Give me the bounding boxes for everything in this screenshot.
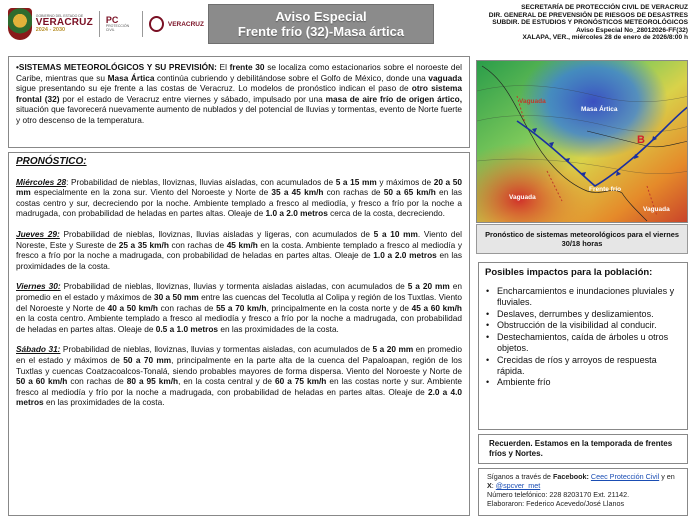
x-link[interactable]: @spcver_met bbox=[495, 481, 541, 490]
forecast-value: 5 a 20 mm bbox=[372, 344, 414, 355]
map-label-vaguada-sw: Vaguada bbox=[509, 194, 536, 201]
forecast-text: Probabilidad de nieblas, lloviznas, lluvias aisladas y ligeras, con acumulados de bbox=[59, 228, 374, 239]
contact-box bbox=[478, 468, 688, 516]
forecast-text: en las proximidades de la costa. bbox=[16, 250, 463, 271]
title-line-2: Frente frío (32)-Masa ártica bbox=[237, 24, 405, 39]
impact-item: • Deslaves, derrumbes y deslizamientos. bbox=[485, 309, 681, 320]
forecast-value: 55 a 70 km/h bbox=[216, 302, 267, 313]
forecast-text: en las proximidades de la costa. bbox=[218, 323, 339, 334]
forecast-value: 5 a 10 mm bbox=[373, 228, 418, 239]
forecast-text: en la costa centro. Ambiente templado a fresco al mediodía y fresco a frío por la noche a madrugada, con probabilidad de heladas en partes altas. Oleaje de bbox=[16, 313, 462, 334]
forecast-text: en las proximidades de la costa. bbox=[43, 397, 165, 408]
impacts-title: Posibles impactos para la población: bbox=[485, 267, 653, 278]
agency-line-3: SUBDIR. DE ESTUDIOS Y PRONÓSTICOS METEOROLÓGICOS bbox=[492, 19, 688, 27]
forecast-value: 2.0 a 4.0 metros bbox=[16, 386, 462, 408]
logo-state-main: VERACRUZ bbox=[35, 17, 93, 28]
follow-prefix: Síganos a través de bbox=[487, 472, 553, 481]
forecast-value: 35 a 45 km/h bbox=[271, 187, 324, 198]
state-shield-icon bbox=[8, 8, 32, 40]
weather-map-image bbox=[477, 61, 688, 223]
title-line-1: Aviso Especial bbox=[275, 9, 367, 24]
logos bbox=[8, 6, 204, 42]
forecast-value: 1.0 a 2.0 metros bbox=[373, 250, 437, 261]
forecast-text: , principalmente en la parte alta de la cuenca del Papaloapan, región de los Tuxtlas y cuencas Coatzacoalcos-Tonalá, siendo probables mayores de forma dispersa. Viento del Noroeste y Norte de bbox=[16, 354, 462, 376]
systems-text: continúa cubriendo y debilitándose sobre el Golfo de México, donde una bbox=[154, 72, 429, 83]
systems-text: El bbox=[216, 62, 230, 72]
forecast-day bbox=[16, 177, 462, 219]
forecast-value: 5 a 15 mm bbox=[335, 176, 377, 187]
pc-logo bbox=[106, 16, 136, 32]
forecast-value: 20 a 50 mm bbox=[16, 176, 462, 198]
forecast-text: entre las cuencas del Tecolutla al Colipa y región de los Tuxtlas. Viento del Noroeste y Norte de bbox=[16, 291, 462, 313]
forecast-value: 0.5 a 1.0 metros bbox=[155, 323, 219, 334]
season-note: Recuerden. Estamos en la temporada de frentes fríos y Nortes. bbox=[478, 434, 688, 464]
forecast-text: Probabilidad de nieblas, lloviznas, lluvias y tormenta aisladas aisladas, con acumulados de bbox=[60, 281, 408, 292]
forecast-day bbox=[16, 344, 462, 408]
forecast-value: 50 a 60 km/h bbox=[16, 376, 68, 387]
forecast-text: con rachas de bbox=[323, 187, 384, 198]
impact-item: • Encharcamientos e inundaciones pluviales y fluviales. bbox=[485, 286, 681, 308]
systems-text: por el estado de Veracruz entre viernes y sábado, impulsado por una bbox=[59, 93, 326, 104]
impact-item: • Crecidas de ríos y arroyos de respuesta rápida. bbox=[485, 355, 681, 377]
forecast-value: 60 a 75 km/h bbox=[275, 376, 327, 387]
systems-bold: Masa Ártica bbox=[107, 72, 155, 83]
weather-map bbox=[476, 60, 688, 223]
systems-box bbox=[8, 56, 470, 148]
agency-line-1: SECRETARÍA DE PROTECCIÓN CIVIL DE VERACRUZ bbox=[521, 4, 688, 11]
map-label-vaguada-se: Vaguada bbox=[643, 206, 670, 213]
systems-text: situación que favorecerá nuevamente aumento de nublados y del potencial de lluvias y tormentas, evento de Norte fuerte y otro descenso de la temperatura. bbox=[16, 104, 462, 125]
impacts-box bbox=[478, 262, 688, 430]
logo-divider bbox=[142, 11, 143, 37]
forecast-heading: PRONÓSTICO: bbox=[16, 156, 87, 167]
map-caption: Pronóstico de sistemas meteorológicos para el viernes 30/18 horas bbox=[476, 224, 688, 254]
forecast-text: y máximos de bbox=[376, 176, 434, 187]
forecast-value: 25 a 35 km/h bbox=[118, 239, 169, 250]
forecast-value: 45 a 60 km/h bbox=[411, 302, 463, 313]
forecast-text: cerca de la costa, decreciendo. bbox=[327, 208, 445, 219]
forecast-day-label: Sábado 31: bbox=[16, 344, 61, 355]
systems-text: sigue presentando su eje frente a las costas de Veracruz. Lo modelos de pronóstico indican el paso de bbox=[16, 83, 412, 94]
forecast-text: en promedio en el estado y máximos de bbox=[16, 281, 462, 302]
facebook-label: Facebook: bbox=[552, 472, 589, 481]
logo-pc-sub: PROTECCIÓN CIVIL bbox=[105, 24, 130, 32]
forecast-day bbox=[16, 229, 462, 271]
forecast-value: 80 a 95 km/h bbox=[126, 376, 179, 387]
forecast-text: en promedio en el estado y máximos de bbox=[16, 344, 462, 365]
map-label-low-pressure: B bbox=[637, 134, 645, 146]
systems-bold: vaguada bbox=[428, 72, 462, 83]
and-x-text: y en bbox=[659, 472, 675, 481]
forecast-text: : Probabilidad de nieblas, lloviznas, lluvias aisladas, con acumulados de bbox=[66, 176, 336, 187]
forecast-day-label: Miércoles 28 bbox=[16, 176, 67, 187]
impacts-list bbox=[485, 286, 681, 388]
forecast-text: en la costa. Ambiente templado a fresco al mediodía y fresco a frío por la noche a madrugada, con probabilidad de heladas en partes altas. Oleaje de bbox=[16, 239, 463, 261]
logo-state-sub: GOBIERNO DEL ESTADO DE bbox=[35, 13, 84, 18]
authors: Elaboraron: Federico Acevedo/José Llanos bbox=[487, 499, 625, 508]
forecast-value: 40 a 50 km/h bbox=[107, 302, 158, 313]
follow-line: Síganos a través de Facebook: Ceec Protección Civil y en X: @spcver_met bbox=[487, 472, 675, 490]
systems-text: se localiza como estacionarios sobre el noroeste del Caribe, mientras que su bbox=[16, 62, 462, 83]
agency-line-2: DIR. GENERAL DE PREVENSIÓN DE RIESGOS DE DESASTRES bbox=[488, 11, 688, 19]
forecast-day-label: Jueves 29: bbox=[16, 228, 60, 239]
forecast-value: 30 a 50 mm bbox=[153, 291, 199, 302]
systems-bold: otro sistema frontal (32) bbox=[16, 83, 462, 104]
forecast-text: en las costas centro y sur, decreciendo por la noche. Ambiente templado a fresco al mediodía, y fresco a frío por la noche a madrugada, con probabilidad de heladas en partes altas. Oleaje de bbox=[16, 187, 463, 219]
logo-years: 2024 - 2030 bbox=[35, 27, 66, 33]
forecast-box bbox=[8, 152, 470, 516]
facebook-link[interactable]: Ceec Protección Civil bbox=[590, 472, 660, 481]
impact-item: • Destechamientos, caída de árboles u otros objetos. bbox=[485, 332, 681, 354]
logo-pc-main: PC bbox=[105, 15, 119, 25]
forecast-text: , en la costa central y de bbox=[178, 376, 276, 387]
x-label: X bbox=[487, 481, 492, 490]
veracruz-seal-icon bbox=[149, 16, 164, 32]
systems-heading: •SISTEMAS METEOROLÓGICOS Y SU PREVISIÓN: bbox=[16, 62, 217, 72]
logo-veracruz-2: VERACRUZ bbox=[167, 20, 204, 28]
forecast-value: 1.0 a 2.0 metros bbox=[265, 208, 328, 219]
forecast-text: , principalmente en la costa norte y de bbox=[266, 302, 412, 313]
forecast-day bbox=[16, 281, 462, 334]
systems-bold: masa de aire frío de origen ártico, bbox=[325, 93, 463, 104]
agency-block bbox=[438, 4, 688, 42]
impact-item: • Ambiente frío bbox=[485, 377, 681, 388]
agency-line-4: Aviso Especial No_28012026-FF(32) bbox=[576, 26, 688, 34]
title-box bbox=[208, 4, 434, 44]
map-label-frente-frio: Frente frío bbox=[589, 186, 622, 193]
forecast-text: con rachas de bbox=[168, 239, 227, 250]
map-label-vaguada-nw: Vaguada bbox=[519, 98, 546, 105]
forecast-text: . Viento del Noreste, Este y Sureste de bbox=[16, 228, 462, 250]
logo-divider bbox=[99, 11, 100, 37]
impact-item: • Obstrucción de la visibilidad al conducir. bbox=[485, 320, 681, 331]
forecast-text: con rachas de bbox=[157, 302, 217, 313]
forecast-value: 50 a 65 km/h bbox=[383, 187, 436, 198]
forecast-text: con rachas de bbox=[67, 376, 127, 387]
header bbox=[0, 0, 696, 54]
forecast-text: especialmente en la zona sur. Viento del Noroeste y Norte de bbox=[30, 187, 272, 198]
forecast-value: 5 a 20 mm bbox=[407, 281, 450, 292]
forecast-days bbox=[16, 177, 462, 408]
systems-bold: frente 30 bbox=[229, 62, 265, 72]
agency-line-5: XALAPA, VER., miércoles 28 de enero de 2026/8:00 h bbox=[522, 34, 688, 42]
forecast-text: Probabilidad de nieblas, lloviznas, lluvias y tormentas aisladas, con acumulados de bbox=[60, 344, 373, 355]
forecast-day-label: Viernes 30: bbox=[16, 281, 61, 292]
map-label-masa-artica: Masa Ártica bbox=[581, 106, 618, 113]
phone-number: Número telefónico: 228 8203170 Ext. 21142. bbox=[487, 490, 630, 499]
forecast-text: en las costas norte y sur. Ambiente fresco al mediodía y frío por la noche a madrugada, con probabilidad de heladas en partes altas. Oleaje de bbox=[16, 376, 463, 397]
forecast-value: 50 a 70 mm bbox=[123, 354, 172, 365]
forecast-value: 45 km/h bbox=[226, 239, 258, 250]
state-logo bbox=[36, 15, 93, 34]
